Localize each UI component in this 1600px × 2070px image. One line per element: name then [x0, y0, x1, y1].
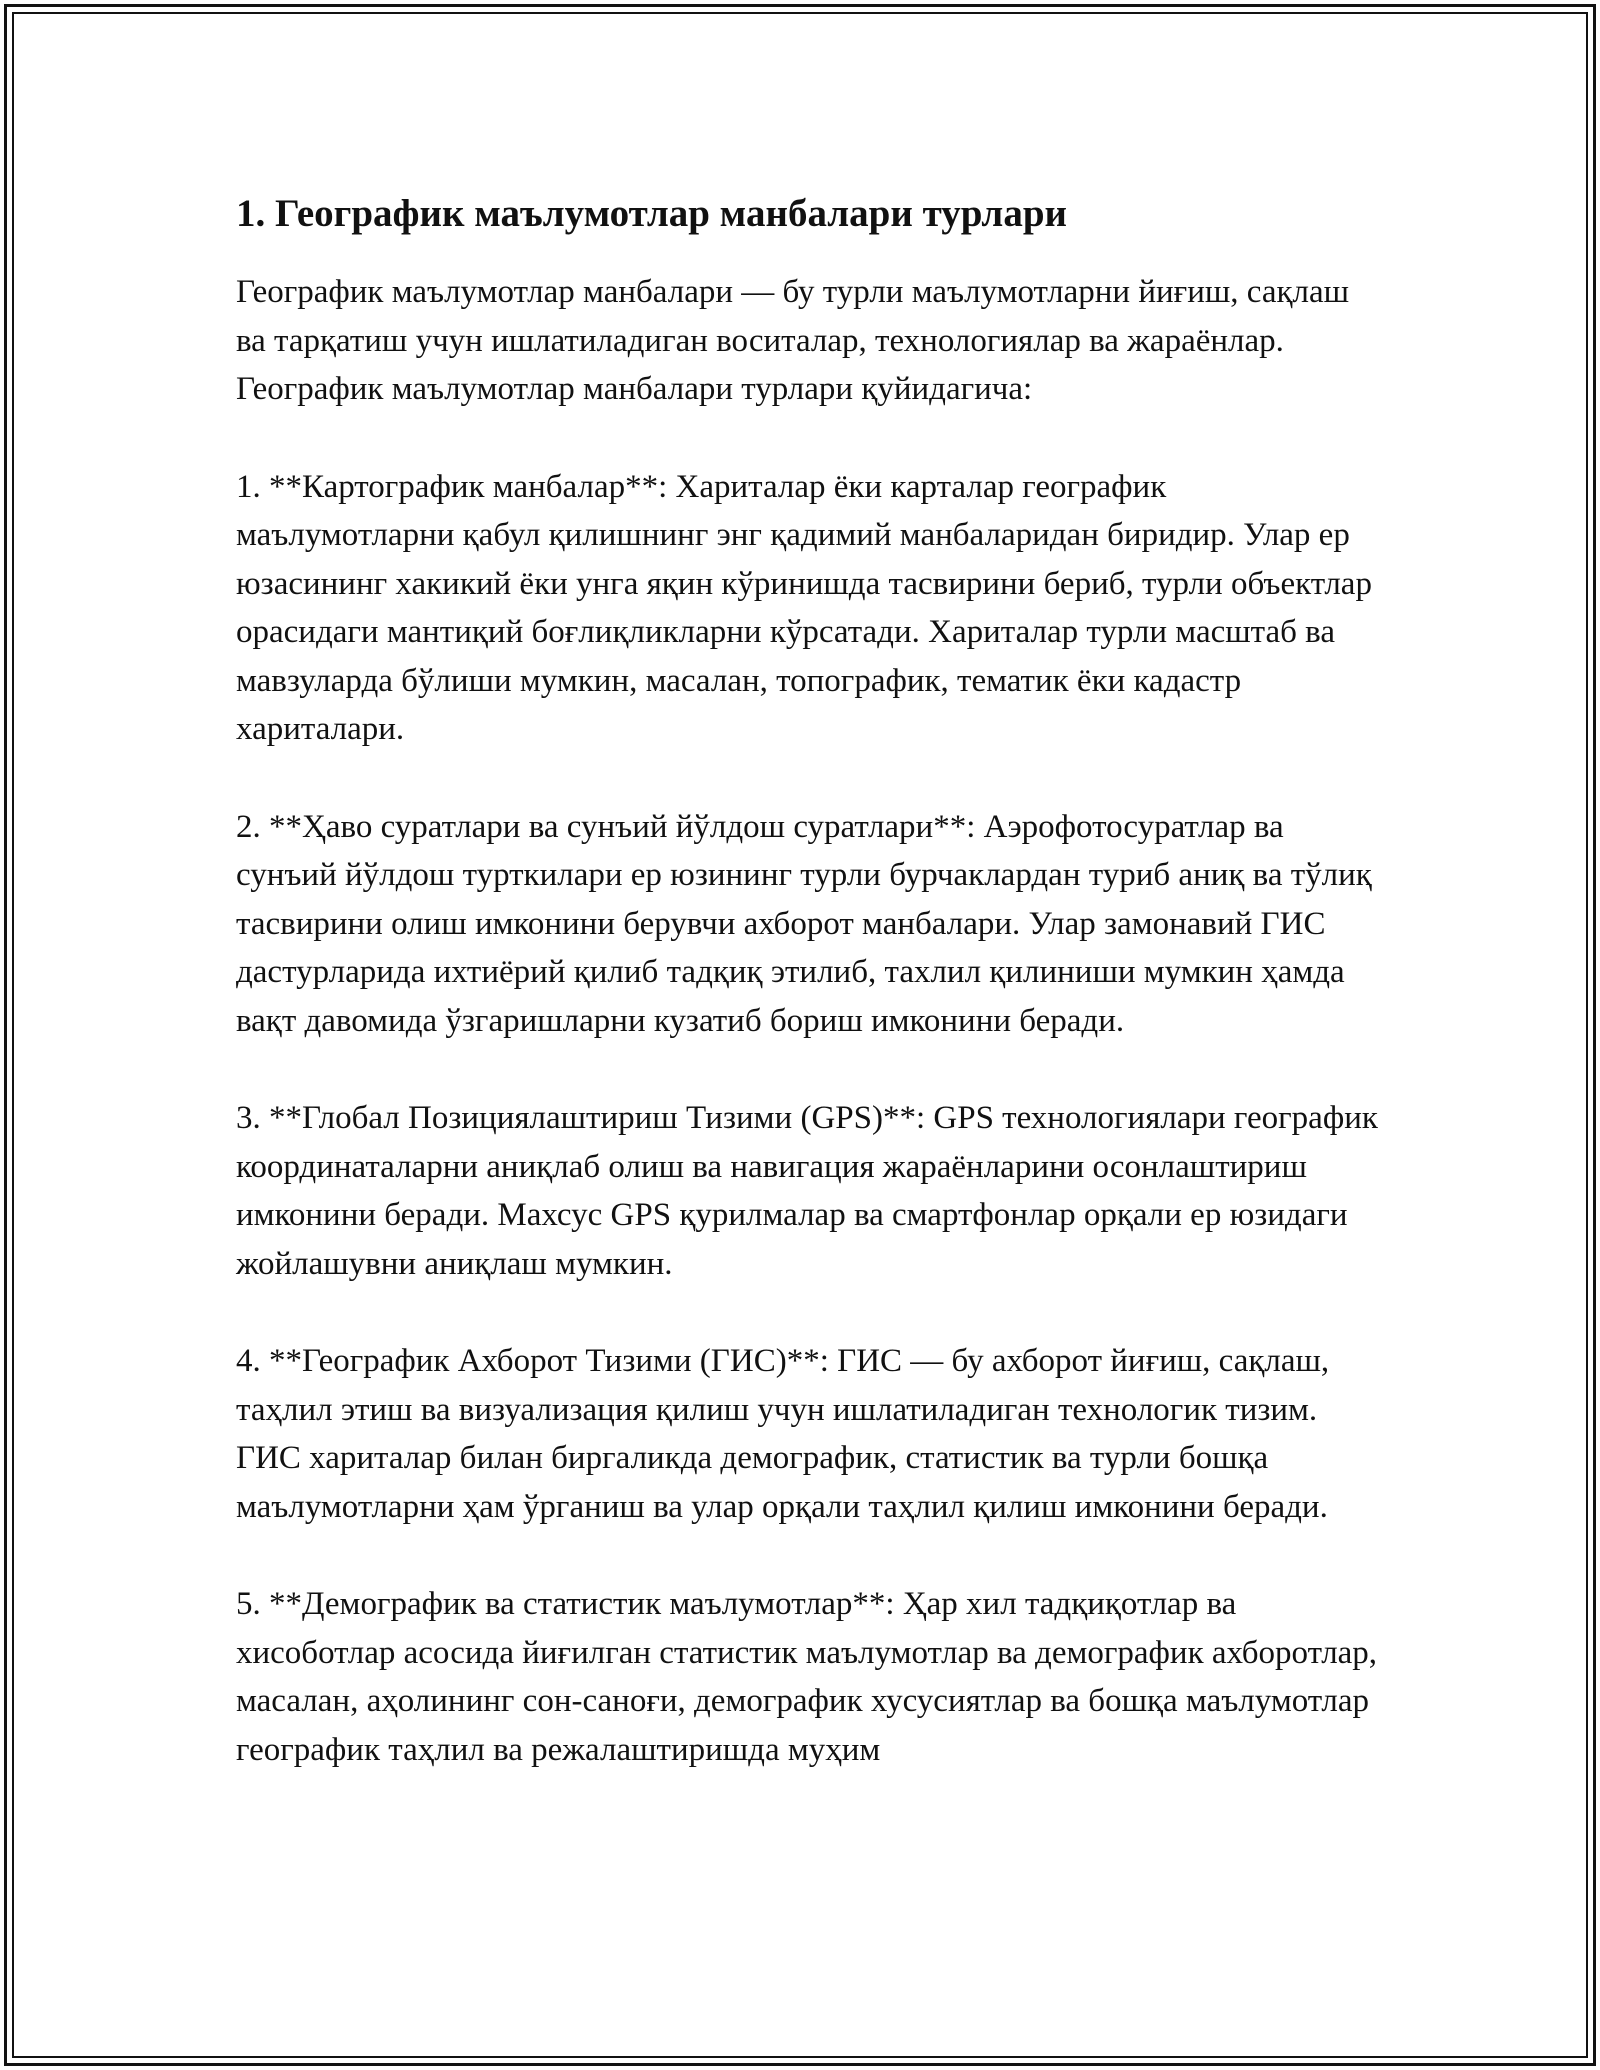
document-body: [236, 188, 1384, 1774]
paragraph-gis: 4. **Географик Ахборот Тизими (ГИС)**: ГИС — бу ахборот йиғиш, сақлаш, таҳлил этиш ва визуализация қилиш учун ишлатиладиган технологик тизим. ГИС хариталар билан биргаликда демографик, статистик ва турли бошқа маълумотларни ҳам ўрганиш ва улар орқали таҳлил қилиш имконини беради.: [236, 1343, 1330, 1525]
paragraph-gps: 3. **Глобал Позициялаштириш Тизими (GPS)**: GPS технологиялари географик координаталарни аниқлаб олиш ва навигация жараёнларини осонлаштириш имконини беради. Махсус GPS қурилмалар ва смартфонлар орқали ер юзидаги жойлашувни аниқлаш мумкин.: [236, 1100, 1378, 1282]
paragraph-cartographic-sources: 1. **Картографик манбалар**: Хариталар ёки карталар географик маълумотларни қабул қилишнинг энг қадимий манбаларидан биридир. Улар ер юзасининг хакикий ёки унга яқин кўринишда тасвирини бериб, турли объектлар орасидаги мантиқий боғлиқликларни кўрсатади. Хариталар турли масштаб ва мавзуларда бўлиши мумкин, масалан, топографик, тематик ёки кадастр хариталари.: [236, 468, 1372, 747]
paragraph-aerial-satellite-images: 2. **Ҳаво суратлари ва сунъий йўлдош суратлари**: Аэрофотосуратлар ва сунъий йўлдош турткилари ер юзининг турли бурчаклардан туриб аниқ ва тўлиқ тасвирини олиш имконини берувчи ахборот манбалари. Улар замонавий ГИС дастурларида ихтиёрий қилиб тадқиқ этилиб, тахлил қилиниши мумкин ҳамда вақт давомида ўзгаришларни кузатиб бориш имконини беради.: [236, 808, 1372, 1039]
document-title: 1. Географик маълумотлар манбалари турлари: [236, 192, 1067, 235]
paragraph-demographic-statistical: 5. **Демографик ва статистик маълумотлар**: Ҳар хил тадқиқотлар ва хисоботлар асосида йиғилган статистик маълумотлар ва демографик ахборотлар, масалан, аҳолининг сон-саноғи, демографик хусусиятлар ва бошқа маълумотлар географик таҳлил ва режалаштиришда муҳим: [236, 1586, 1378, 1768]
intro-paragraph: Географик маълумотлар манбалари — бу турли маълумотларни йиғиш, сақлаш ва тарқатиш учун ишлатиладиган воситалар, технологиялар ва жараёнлар. Географик маълумотлар манбалари турлари қуйидагича:: [236, 274, 1350, 407]
